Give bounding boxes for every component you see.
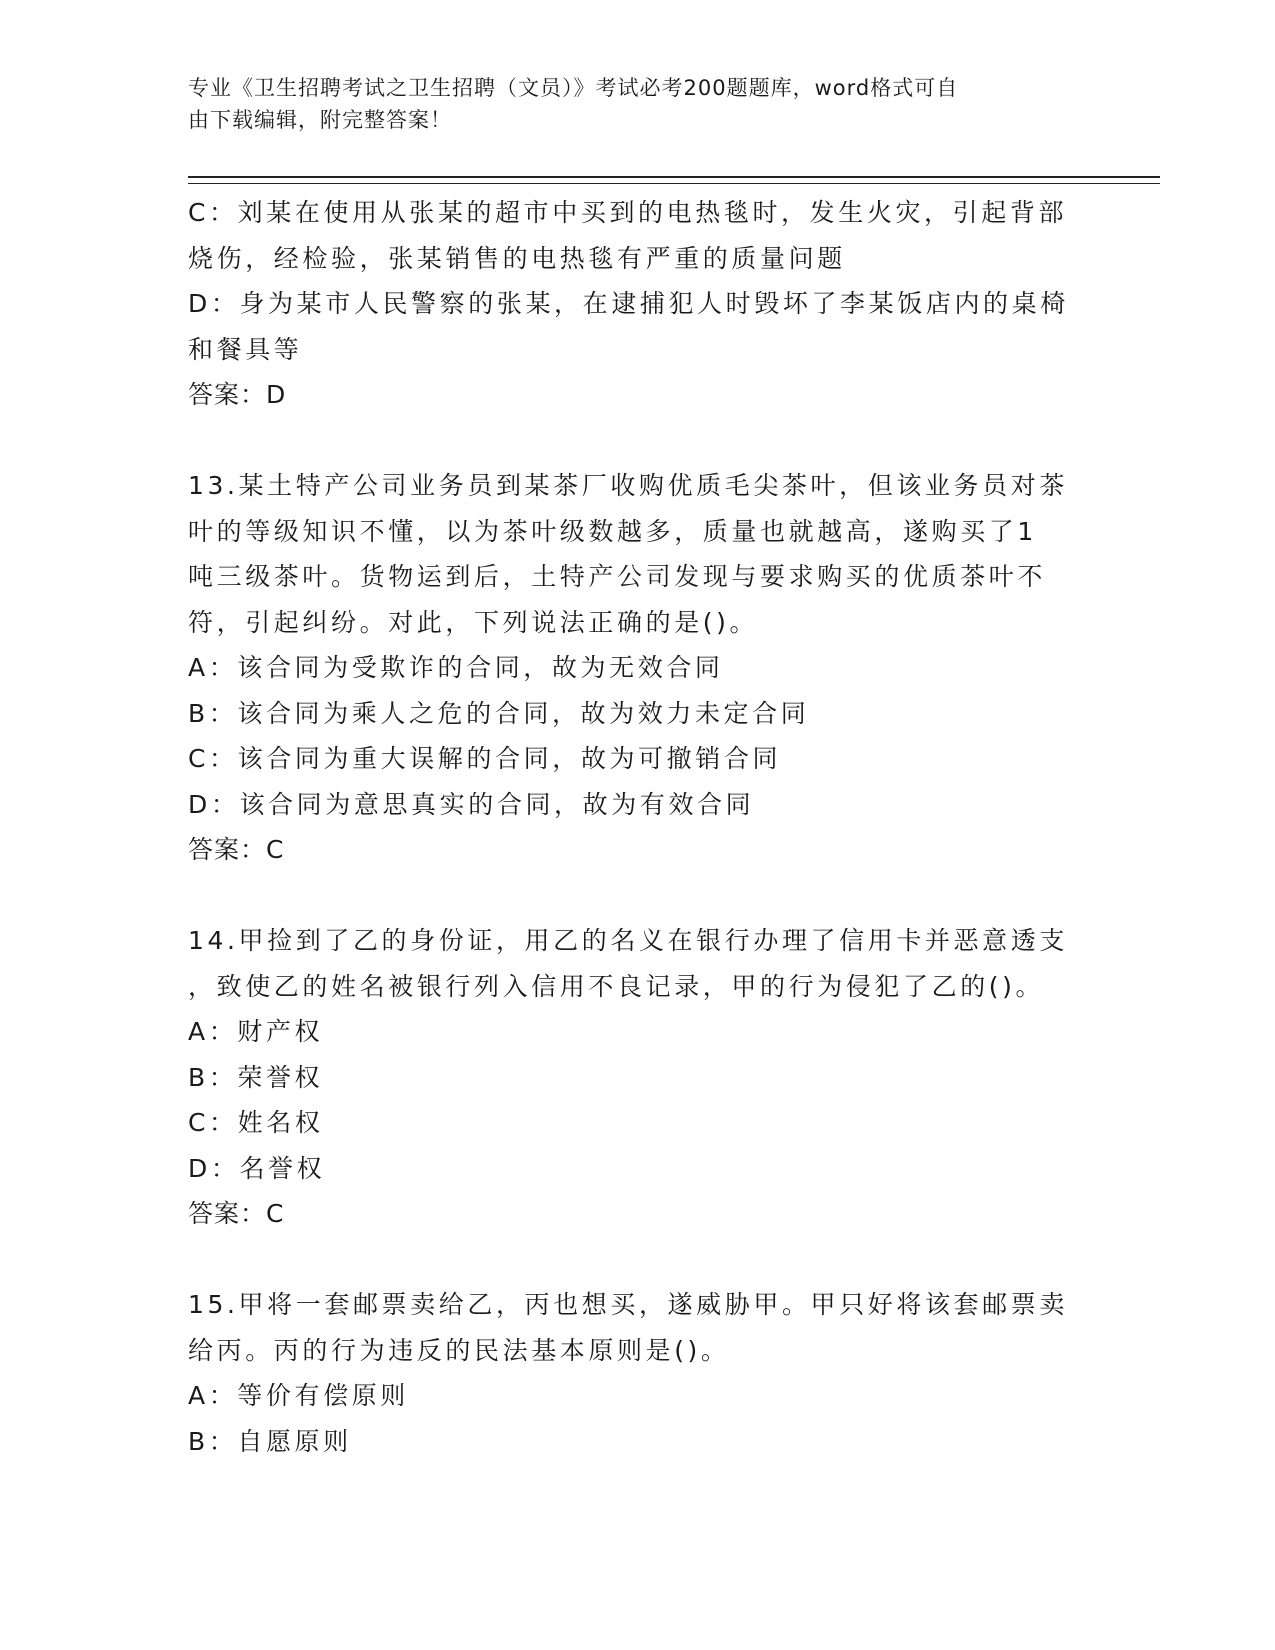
spacer — [188, 873, 1078, 919]
question-15-option-a: A：等价有偿原则 — [188, 1381, 409, 1410]
question-13 — [188, 463, 1078, 873]
question-13-stem-line-3: 吨三级茶叶。货物运到后，土特产公司发现与要求购买的优质茶叶不 — [188, 562, 1047, 591]
option-c-line-1: C：刘某在使用从张某的超市中买到的电热毯时，发生火灾，引起背部 — [188, 198, 1068, 227]
header-divider-thick — [188, 176, 1160, 178]
question-15 — [188, 1282, 1078, 1464]
header-title-line-1: 专业《卫生招聘考试之卫生招聘（文员）》考试必考200题题库，word格式可自 — [188, 76, 959, 100]
option-c-line-2: 烧伤，经检验，张某销售的电热毯有严重的质量问题 — [188, 243, 846, 273]
spacer — [188, 418, 1078, 464]
question-13-stem-line-4: 符，引起纠纷。对此，下列说法正确的是()。 — [188, 607, 759, 637]
question-12-tail — [188, 190, 1078, 418]
question-14-option-a: A：财产权 — [188, 1017, 324, 1046]
question-13-option-c: C：该合同为重大误解的合同，故为可撤销合同 — [188, 744, 782, 773]
question-13-option-a: A：该合同为受欺诈的合同，故为无效合同 — [188, 653, 724, 682]
answer-12: 答案：D — [188, 380, 287, 409]
answer-13: 答案：C — [188, 835, 285, 864]
question-13-stem-line-2: 叶的等级知识不懂，以为茶叶级数越多，质量也就越高，遂购买了1 — [188, 516, 1037, 546]
question-list — [188, 190, 1078, 1464]
question-14-option-b: B：荣誉权 — [188, 1062, 324, 1092]
spacer — [188, 1237, 1078, 1283]
question-14 — [188, 918, 1078, 1237]
question-13-option-b: B：该合同为乘人之危的合同，故为效力未定合同 — [188, 698, 810, 728]
question-15-option-b: B：自愿原则 — [188, 1426, 352, 1456]
question-13-stem-line-1: 13.某土特产公司业务员到某茶厂收购优质毛尖茶叶，但该业务员对茶 — [188, 471, 1068, 500]
question-14-stem-line-1: 14.甲捡到了乙的身份证，用乙的名义在银行办理了信用卡并恶意透支 — [188, 926, 1068, 955]
document-header — [188, 72, 1068, 136]
question-15-stem-line-2: 给丙。丙的行为违反的民法基本原则是()。 — [188, 1335, 730, 1365]
question-15-stem-line-1: 15.甲将一套邮票卖给乙，丙也想买，遂威胁甲。甲只好将该套邮票卖 — [188, 1290, 1068, 1319]
question-14-stem-line-2: ，致使乙的姓名被银行列入信用不良记录，甲的行为侵犯了乙的()。 — [188, 971, 1045, 1001]
question-14-option-c: C：姓名权 — [188, 1108, 324, 1137]
header-divider-thin — [188, 183, 1160, 184]
header-title-line-2: 由下载编辑，附完整答案！ — [188, 108, 452, 132]
option-d-line-1: D：身为某市人民警察的张某，在逮捕犯人时毁坏了李某饭店内的桌椅 — [188, 289, 1069, 318]
question-13-option-d: D：该合同为意思真实的合同，故为有效合同 — [188, 789, 755, 819]
option-d-line-2: 和餐具等 — [188, 334, 303, 364]
answer-14: 答案：C — [188, 1199, 285, 1228]
question-14-option-d: D：名誉权 — [188, 1153, 326, 1183]
